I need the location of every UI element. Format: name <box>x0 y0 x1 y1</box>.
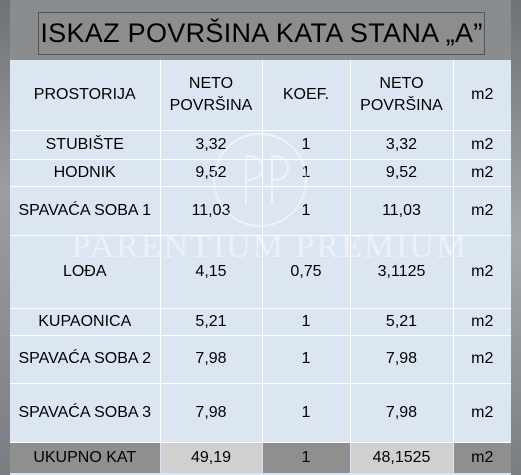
result-value: 9,52 <box>350 159 453 186</box>
neto-value: 9,52 <box>160 159 262 186</box>
table-row <box>10 159 511 186</box>
header-neto-povrsina-result <box>350 60 453 130</box>
header-neto-line1: NETO <box>188 74 234 92</box>
unit-value: m2 <box>453 130 511 159</box>
room-name: HODNIK <box>10 159 160 186</box>
total-neto: 49,19 <box>160 442 262 473</box>
room-name: LOĐA <box>10 235 160 308</box>
unit-value: m2 <box>453 235 511 308</box>
koef-value: 1 <box>262 130 350 159</box>
koef-value: 1 <box>262 335 350 383</box>
neto-value: 4,15 <box>160 235 262 308</box>
header-row <box>10 60 511 130</box>
room-name: SPAVAĆA SOBA 3 <box>10 383 160 442</box>
unit-value: m2 <box>453 308 511 335</box>
watermark-text: PARENTIUM PREMIUM <box>71 228 469 265</box>
total-koef: 1 <box>262 442 350 473</box>
header-neto-povrsina <box>160 60 262 130</box>
table-row <box>10 383 511 442</box>
table-row <box>10 335 511 383</box>
result-value: 3,1125 <box>350 235 453 308</box>
background-left <box>0 0 10 475</box>
unit-value: m2 <box>453 186 511 235</box>
neto-value: 11,03 <box>160 186 262 235</box>
koef-value: 1 <box>262 159 350 186</box>
result-value: 5,21 <box>350 308 453 335</box>
header-prostorija: PROSTORIJA <box>10 60 160 130</box>
result-value: 3,32 <box>350 130 453 159</box>
room-name: STUBIŠTE <box>10 130 160 159</box>
table-row <box>10 130 511 159</box>
total-unit: m2 <box>453 442 511 473</box>
koef-value: 1 <box>262 308 350 335</box>
total-row <box>10 442 511 473</box>
room-name: SPAVAĆA SOBA 1 <box>10 186 160 235</box>
header-unit: m2 <box>453 60 511 130</box>
neto-value: 3,32 <box>160 130 262 159</box>
unit-value: m2 <box>453 159 511 186</box>
header-result-line2: POVRŠINA <box>360 96 443 114</box>
koef-value: 1 <box>262 383 350 442</box>
result-value: 11,03 <box>350 186 453 235</box>
result-value: 7,98 <box>350 383 453 442</box>
table-row <box>10 308 511 335</box>
header-neto-line2: POVRŠINA <box>169 96 253 114</box>
koef-value: 1 <box>262 186 350 235</box>
table-row <box>10 186 511 235</box>
table-row <box>10 235 511 308</box>
neto-value: 7,98 <box>160 335 262 383</box>
unit-value: m2 <box>453 335 511 383</box>
room-name: SPAVAĆA SOBA 2 <box>10 335 160 383</box>
neto-value: 7,98 <box>160 383 262 442</box>
header-koef: KOEF. <box>262 60 350 130</box>
neto-value: 5,21 <box>160 308 262 335</box>
koef-value: 0,75 <box>262 235 350 308</box>
result-value: 7,98 <box>350 335 453 383</box>
background-right <box>511 0 521 475</box>
unit-value: m2 <box>453 383 511 442</box>
header-result-line1: NETO <box>379 74 424 92</box>
area-table <box>10 60 511 474</box>
total-label: UKUPNO KAT <box>10 442 160 473</box>
total-result: 48,1525 <box>350 442 453 473</box>
page-title: ISKAZ POVRŠINA KATA STANA „A” <box>38 12 485 55</box>
room-name: KUPAONICA <box>10 308 160 335</box>
